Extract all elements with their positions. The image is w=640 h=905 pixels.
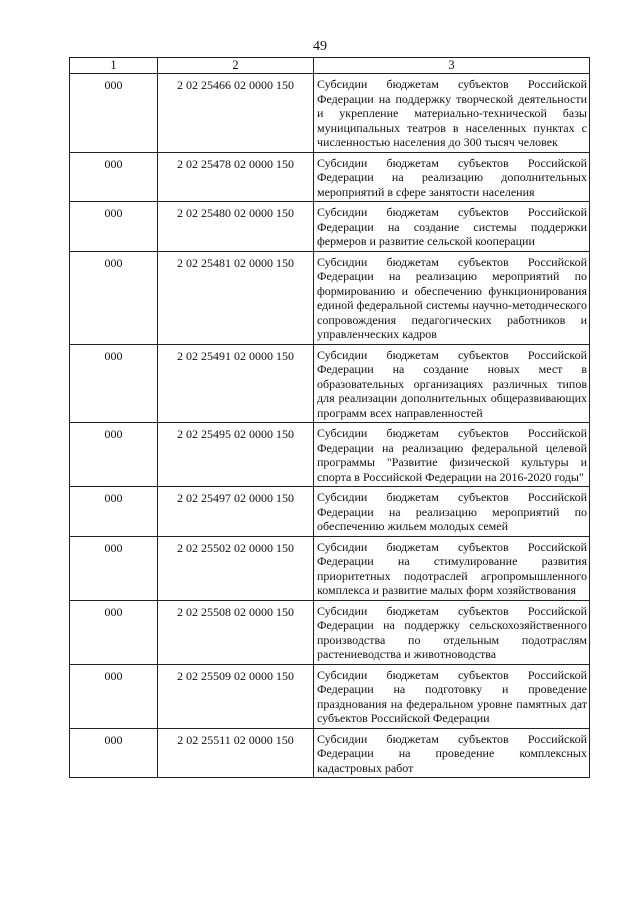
description-cell: Субсидии бюджетам субъектов Российской Федерации на реализацию мероприятий по обеспечению жильем молодых семей bbox=[314, 487, 590, 537]
budget-code-cell: 2 02 25497 02 0000 150 bbox=[158, 487, 314, 537]
admin-code-cell: 000 bbox=[70, 487, 158, 537]
budget-code-cell: 2 02 25478 02 0000 150 bbox=[158, 152, 314, 202]
description-cell: Субсидии бюджетам субъектов Российской Федерации на реализацию дополнительных мероприятий в сфере занятости населения bbox=[314, 152, 590, 202]
column-header-2: 2 bbox=[158, 58, 314, 74]
admin-code-cell: 000 bbox=[70, 728, 158, 778]
column-header-3: 3 bbox=[314, 58, 590, 74]
budget-code-cell: 2 02 25481 02 0000 150 bbox=[158, 251, 314, 344]
budget-code-cell: 2 02 25480 02 0000 150 bbox=[158, 202, 314, 252]
page-number: 49 bbox=[313, 39, 327, 54]
description-cell: Субсидии бюджетам субъектов Российской Федерации на подготовку и проведение празднования на федеральном уровне памятных дат субъектов Российской Федерации bbox=[314, 664, 590, 728]
description-cell: Субсидии бюджетам субъектов Российской Федерации на создание системы поддержки фермеров и развитие сельской кооперации bbox=[314, 202, 590, 252]
budget-code-cell: 2 02 25511 02 0000 150 bbox=[158, 728, 314, 778]
admin-code-cell: 000 bbox=[70, 251, 158, 344]
admin-code-cell: 000 bbox=[70, 536, 158, 600]
description-cell: Субсидии бюджетам субъектов Российской Федерации на создание новых мест в образовательных организациях различных типов для реализации дополнительных общеразвивающих программ всех направленностей bbox=[314, 344, 590, 423]
table-row bbox=[70, 74, 590, 153]
description-cell: Субсидии бюджетам субъектов Российской Федерации на реализацию мероприятий по формированию и обеспечению функционирования единой федеральной системы научно-методического сопровождения педагогических работников и управленческих кадров bbox=[314, 251, 590, 344]
table-row bbox=[70, 536, 590, 600]
table-row bbox=[70, 600, 590, 664]
table-row bbox=[70, 202, 590, 252]
description-cell: Субсидии бюджетам субъектов Российской Федерации на реализацию федеральной целевой программы "Развитие физической культуры и спорта в Российской Федерации на 2016-2020 годы" bbox=[314, 423, 590, 487]
table-row bbox=[70, 423, 590, 487]
budget-code-cell: 2 02 25509 02 0000 150 bbox=[158, 664, 314, 728]
description-cell: Субсидии бюджетам субъектов Российской Федерации на поддержку сельскохозяйственного производства по отдельным подотраслям растениеводства и животноводства bbox=[314, 600, 590, 664]
budget-code-cell: 2 02 25495 02 0000 150 bbox=[158, 423, 314, 487]
table-row bbox=[70, 487, 590, 537]
table-row bbox=[70, 251, 590, 344]
table-row bbox=[70, 344, 590, 423]
table-row bbox=[70, 728, 590, 778]
budget-table bbox=[69, 57, 590, 778]
table-row bbox=[70, 664, 590, 728]
admin-code-cell: 000 bbox=[70, 202, 158, 252]
table-header-row bbox=[70, 58, 590, 74]
budget-code-cell: 2 02 25502 02 0000 150 bbox=[158, 536, 314, 600]
admin-code-cell: 000 bbox=[70, 74, 158, 153]
admin-code-cell: 000 bbox=[70, 423, 158, 487]
description-cell: Субсидии бюджетам субъектов Российской Федерации на поддержку творческой деятельности и укрепление материально-технической базы муниципальных театров в населенных пунктах с численностью населения до 300 тысяч человек bbox=[314, 74, 590, 153]
description-cell: Субсидии бюджетам субъектов Российской Федерации на проведение комплексных кадастровых работ bbox=[314, 728, 590, 778]
description-cell: Субсидии бюджетам субъектов Российской Федерации на стимулирование развития приоритетных подотраслей агропромышленного комплекса и развитие малых форм хозяйствования bbox=[314, 536, 590, 600]
table-row bbox=[70, 152, 590, 202]
admin-code-cell: 000 bbox=[70, 600, 158, 664]
budget-code-cell: 2 02 25466 02 0000 150 bbox=[158, 74, 314, 153]
admin-code-cell: 000 bbox=[70, 344, 158, 423]
budget-code-cell: 2 02 25491 02 0000 150 bbox=[158, 344, 314, 423]
admin-code-cell: 000 bbox=[70, 152, 158, 202]
column-header-1: 1 bbox=[70, 58, 158, 74]
admin-code-cell: 000 bbox=[70, 664, 158, 728]
budget-code-cell: 2 02 25508 02 0000 150 bbox=[158, 600, 314, 664]
